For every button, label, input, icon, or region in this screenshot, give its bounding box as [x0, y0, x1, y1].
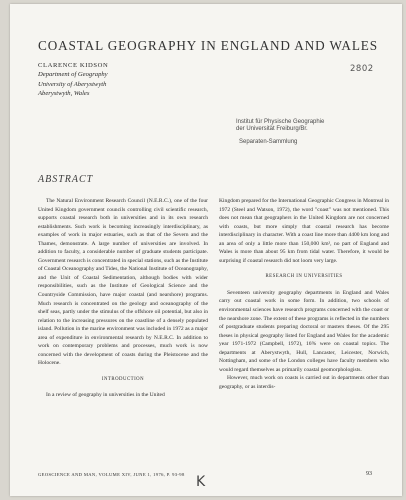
abstract-heading: ABSTRACT	[38, 174, 94, 185]
author-university: University of Aberystwyth	[38, 80, 107, 88]
introduction-paragraph: In a review of geography in universities in the United	[46, 392, 165, 399]
stamp-line-1: Institut für Physische Geographie	[236, 119, 325, 125]
stamp-subline: Separaten-Sammlung	[239, 138, 298, 145]
stamp-line-2: der Universität Freiburg/Br.	[236, 126, 308, 133]
journal-citation: GEOSCIENCE AND MAN, VOLUME XIV, JUNE 1, 1976, P. 93-98	[38, 472, 185, 477]
text-column-left	[38, 197, 208, 400]
handwritten-number: 2802	[350, 64, 374, 74]
introduction-heading: INTRODUCTION	[101, 376, 145, 382]
research-paragraph-1: Seventeen university geography departments in England and Wales carry out coastal work in some form. In addition, two schools of environmental sciences have research programs concerned with the coast or the nearshore zone. The extent of these programs is reflected in the numbers of postgraduate students preparing doctoral or masters theses. Of the 295 theses in physical geography listed for England and Wales for the academic year 1971-1972 (Campbell, 1972), 16% were on coastal topics. The departments at Aberystwyth, Hull, Lancaster, Leicester, Norwich, Nottingham, and some of the London colleges have faculty members who would regard themselves as primarily coastal geomorphologists.	[219, 289, 389, 373]
abstract-paragraph: The Natural Environment Research Council (N.E.R.C.), one of the four United Kingdom government councils controlling civil scientific research, supports coastal research both in universities and in its own research establishments. Such work is becoming increasingly interdisciplinary, as examples of work in major estuaries, such as that of the Severn and the Thames, demonstrate. A large number of universities are involved. In addition to faculty, a considerable number of graduate students participate. Government research is concentrated in special stations, such as the Institute of Coastal Oceanography and Tides, the National Institute of Oceanography, and the Unit of Coastal Sedimentation, although bodies with wider responsibilities, such as the Institute of Geological Science and the Countryside Commission, have major coastal (and nearshore) programs. Much research is concentrated on the geology and oceanography of the shelf seas, partly under the stimulus of the offshore oil potential, but also in relation to the increasing pressures on the coastline of a densely populated island. Pollution in the marine environment was included in 1972 as a major area of expenditure in environmental research by N.E.R.C. In addition to work on contemporary problems and processes, much work is now concerned with the development of coasts during the Pleistocene and the Holocene.	[38, 198, 208, 367]
research-heading: RESEARCH IN UNIVERSITIES	[265, 274, 343, 280]
paper-page	[10, 4, 402, 496]
author-name: CLARENCE KIDSON	[38, 62, 109, 69]
continuation-paragraph: Kingdom prepared for the International Geographic Congress in Montreal in 1972 (Steel and Watson, 1972), the word "coast" was not mentioned. This does not mean that geographers in the United Kingdom are not concerned with coasts, but more simply that coastal research has become interdisciplinary in character. With a coast line more than 4400 km long and an area of only a little more than 150,000 km², no part of England and Wales is more than about 95 km from tidal water. Therefore, it would be surprising if coastal research did not loom very large.	[219, 198, 389, 264]
text-column-right	[219, 197, 389, 391]
page-number: 93	[366, 471, 372, 477]
library-stamp	[236, 119, 346, 146]
author-city: Aberystwyth, Wales	[38, 90, 90, 98]
article-title: COASTAL GEOGRAPHY IN ENGLAND AND WALES	[38, 38, 378, 53]
handwritten-mark: K	[196, 474, 206, 490]
author-department: Department of Geography	[38, 71, 108, 79]
research-paragraph-2: However, much work on coasts is carried out in departments other than geography, or as interdis-	[219, 375, 389, 390]
author-block	[38, 61, 108, 99]
